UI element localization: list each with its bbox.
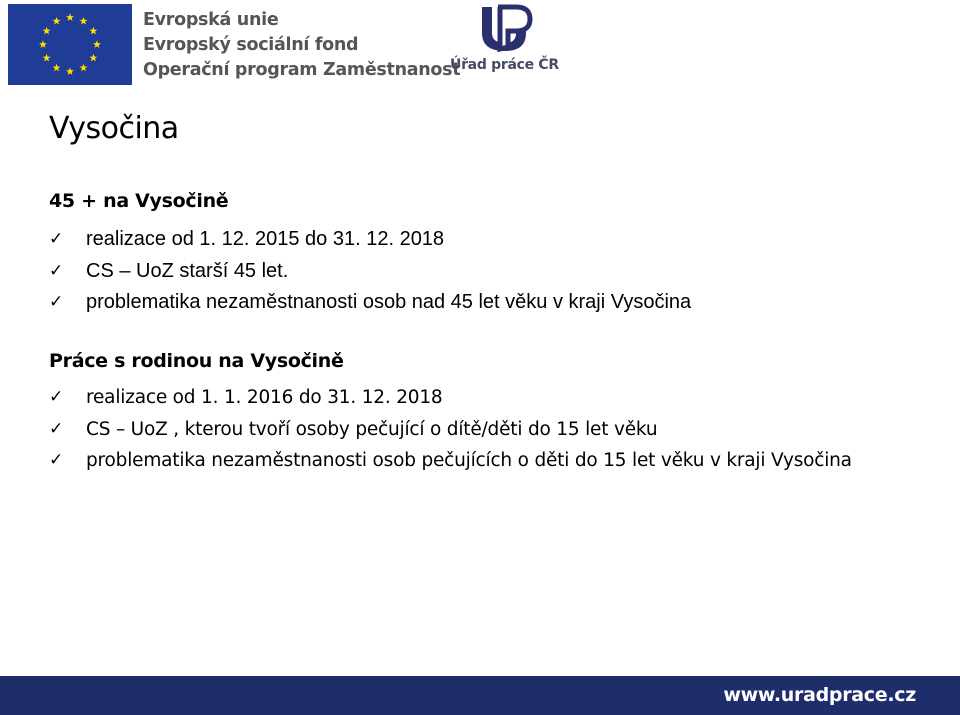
list-item	[49, 256, 894, 288]
urad-prace-logo-icon	[476, 3, 534, 55]
list-item	[49, 224, 894, 256]
list-item-text: CS – UoZ starší 45 let.	[86, 259, 289, 282]
eu-line-1: Evropská unie	[143, 10, 279, 30]
list-family	[49, 382, 894, 477]
footer-url-link[interactable]: www.uradprace.cz	[723, 684, 916, 706]
list-item-text: problematika nezaměstnanosti osob nad 45 let věku v kraji Vysočina	[86, 291, 692, 313]
section-heading-family: Práce s rodinou na Vysočině	[49, 350, 344, 372]
page-title: Vysočina	[49, 111, 179, 146]
footer-bar	[0, 676, 960, 715]
list-item	[49, 382, 894, 414]
list-item	[49, 445, 894, 477]
eu-flag-icon	[8, 4, 132, 85]
list-item-text: realizace od 1. 1. 2016 do 31. 12. 2018	[86, 387, 443, 408]
list-item	[49, 287, 894, 319]
list-item-text: problematika nezaměstnanosti osob pečujících o děti do 15 let věku v kraji Vysočina	[86, 450, 852, 471]
list-item-text: realizace od 1. 12. 2015 do 31. 12. 2018	[86, 228, 445, 250]
check-icon: ✓	[49, 450, 64, 470]
eu-line-3: Operační program Zaměstnanost	[143, 60, 461, 80]
header	[0, 0, 960, 90]
eu-line-2: Evropský sociální fond	[143, 35, 359, 55]
check-icon: ✓	[49, 292, 64, 312]
list-45plus	[49, 224, 894, 319]
section-heading-45plus: 45 + na Vysočině	[49, 190, 229, 212]
urad-prace-name: Úřad práce ČR	[450, 57, 559, 73]
list-item	[49, 414, 894, 446]
check-icon: ✓	[49, 387, 64, 407]
check-icon: ✓	[49, 418, 64, 439]
check-icon: ✓	[49, 260, 64, 281]
check-icon: ✓	[49, 229, 64, 249]
list-item-text: CS – UoZ , kterou tvoří osoby pečující o dítě/děti do 15 let věku	[86, 418, 658, 440]
eu-text	[143, 8, 460, 83]
